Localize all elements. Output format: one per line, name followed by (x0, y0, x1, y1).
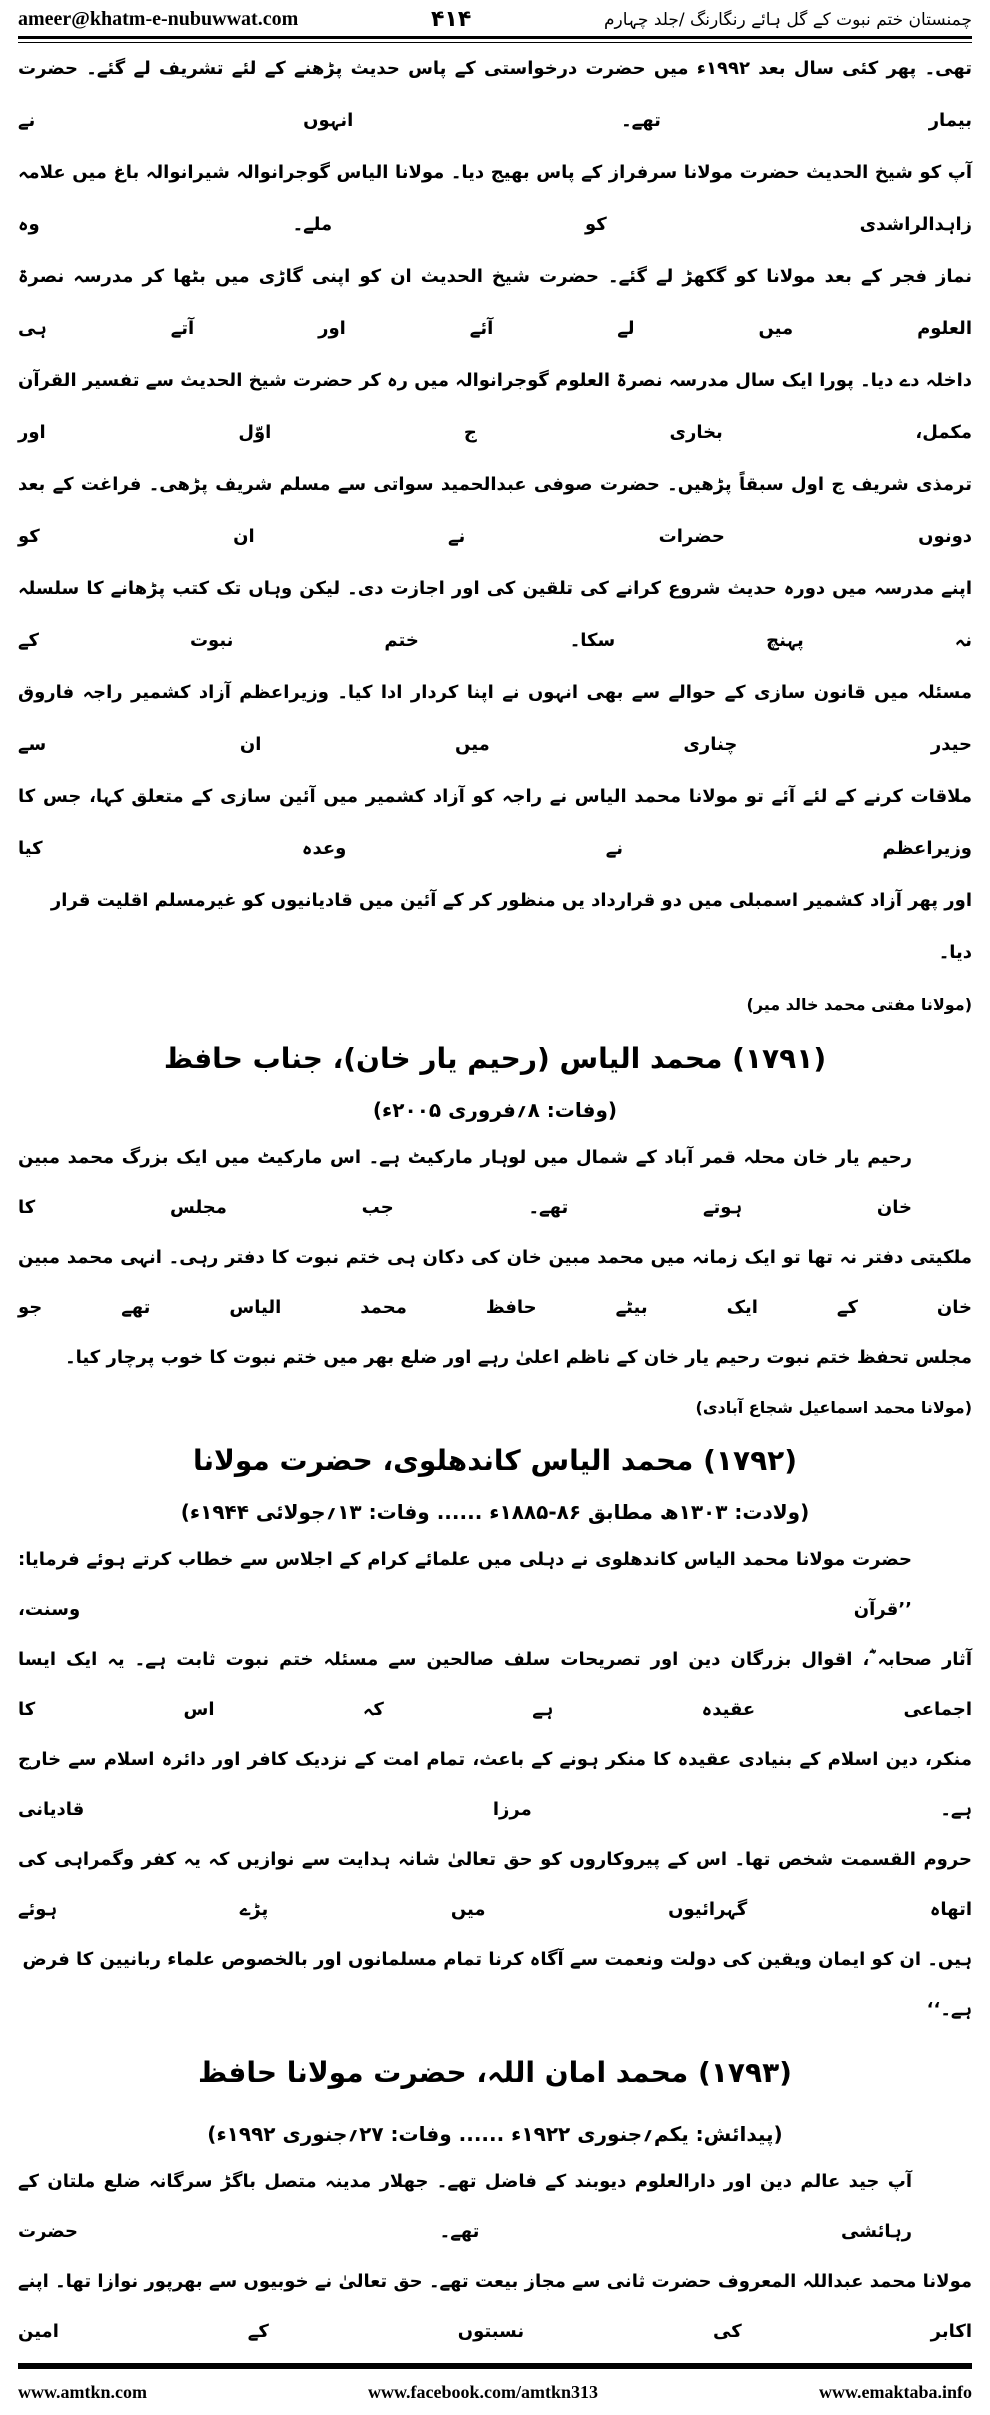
text-line: تھی۔ پھر کئی سال بعد ۱۹۹۲ء میں حضرت درخواستی کے پاس حدیث پڑھنے کے لئے تشریف لے گئے۔ حضرت بیمار تھے۔ انہوں نے (18, 58, 972, 131)
footer-link-emaktaba[interactable]: www.emaktaba.info (818, 2381, 972, 2402)
text-line-content: اور پھر آزاد کشمیر اسمبلی میں دو قرارداد یں منظور کر کے آئین میں قادیانیوں کو غیرمسلم اقلیت قرار دیا۔ (50, 890, 972, 963)
entry-date-1793: (پیدائش: یکم؍جنوری ۱۹۲۲ء ...... وفات: ۲۷؍جنوری ۱۹۹۲ء) (207, 2122, 783, 2146)
attribution: (مولانا محمد اسماعیل شجاع آبادی) (695, 1398, 972, 1417)
page-header (18, 4, 972, 34)
text-line: داخلہ دے دیا۔ پورا ایک سال مدرسہ نصرۃ العلوم گوجرانوالہ میں رہ کر حضرت شیخ الحدیث سے تفسیر القرآن مکمل، بخاری ج اوّل اور (18, 370, 972, 443)
text-line: مسئلہ میں قانون سازی کے حوالے سے بھی انہوں نے اپنا کردار ادا کیا۔ وزیراعظم آزاد کشمیر راجہ فاروق حیدر چناری میں ان سے (18, 682, 972, 755)
header-email: ameer@khatm-e-nubuwwat.com (18, 7, 299, 30)
text-line: حروم القسمت شخص تھا۔ اس کے پیروکاروں کو حق تعالیٰ شانہ ہدایت سے نوازیں کہ یہ کفر وگمراہی کی اتھاہ گہرائیوں میں پڑے ہوئے (18, 1849, 972, 1920)
page-footer (18, 2377, 972, 2407)
text-line: آپ جید عالم دین اور دارالعلوم دیوبند کے فاضل تھے۔ جھلار مدینہ متصل باگڑ سرگانہ ضلع ملتان کے رہائشی تھے۔ حضرت (18, 2171, 912, 2242)
text-line: آپ کو شیخ الحدیث حضرت مولانا سرفراز کے پاس بھیج دیا۔ مولانا الیاس گوجرانوالہ شیرانوالہ باغ میں علامہ زاہدالراشدی کو ملے۔ وہ (18, 162, 972, 235)
footer-link-amtkn[interactable]: www.amtkn.com (18, 2381, 147, 2402)
entry-body-1793 (18, 2157, 972, 2357)
text-line: ملاقات کرنے کے لئے آئے تو مولانا محمد الیاس نے راجہ کو آزاد کشمیر میں آئین سازی کے متعلق کہا، جس کا وزیراعظم نے وعدہ کیا (18, 786, 972, 859)
text-line-last: ہیں۔ ان کو ایمان ویقین کی دولت ونعمت سے آگاہ کرنا تمام مسلمانوں اور بالخصوص علماء ربانیین کا فرض ہے۔‘‘ (22, 1949, 972, 2020)
text-line: منکر، دین اسلام کے بنیادی عقیدہ کا منکر ہونے کے باعث، تمام امت کے نزدیک کافر اور دائرہ اسلام سے خارج ہے۔ مرزا قادیانی (18, 1749, 972, 1820)
entry-date-1791: (وفات: ۸؍فروری ۲۰۰۵ء) (372, 1098, 618, 1122)
text-line: حضرت مولانا محمد الیاس کاندھلوی نے دہلی میں علمائے کرام کے اجلاس سے خطاب کرتے ہوئے فرمایا: ’’قرآن وسنت، (18, 1549, 912, 1620)
text-line-content: مجلس تحفظ ختم نبوت رحیم یار خان کے ناظم اعلیٰ رہے اور ضلع بھر میں ختم نبوت کا خوب پرچار کیا۔ (65, 1347, 972, 1368)
text-line-last (18, 875, 972, 1031)
entry-heading-1792: (۱۷۹۲) محمد الیاس کاندھلوی، حضرت مولانا (192, 1444, 798, 1477)
entry-body-1791 (18, 1133, 972, 1433)
page-content (18, 43, 972, 2357)
text-line: مولانا محمد عبداللہ المعروف حضرت ثانی سے مجاز بیعت تھے۔ حق تعالیٰ نے خوبیوں سے بھرپور نوازا تھا۔ اپنے اکابر کی نسبتوں کے امین (18, 2271, 972, 2342)
text-line: آثار صحابہ ؓ، اقوال بزرگان دین اور تصریحات سلف صالحین سے مسئلہ ختم نبوت ثابت ہے۔ یہ ایک ایسا اجماعی عقیدہ ہے کہ اس کا (18, 1649, 972, 1720)
attribution: (مولانا مفتی محمد خالد میر) (746, 995, 972, 1014)
book-title: چمنستان ختم نبوت کے گل ہائے رنگارنگ /جلد چہارم (604, 9, 972, 30)
header-rule-thick (18, 36, 972, 39)
footer-rule (18, 2363, 972, 2369)
entry-heading-1791: (۱۷۹۱) محمد الیاس (رحیم یار خان)، جناب حافظ (163, 1042, 827, 1075)
paragraph-continued (18, 43, 972, 1031)
text-line: اپنے مدرسہ میں دورہ حدیث شروع کرانے کی تلقین کی اور اجازت دی۔ لیکن وہاں تک کتب پڑھانے کا سلسلہ نہ پہنچ سکا۔ ختم نبوت کے (18, 578, 972, 651)
page-number: ۴۱۴ (430, 6, 472, 32)
text-line: ملکیتی دفتر نہ تھا تو ایک زمانہ میں محمد مبین خان کی دکان ہی ختم نبوت کا دفتر رہی۔ انہی محمد مبین خان کے ایک بیٹے حافظ محمد الیاس تھے جو (18, 1247, 972, 1318)
text-line: نماز فجر کے بعد مولانا کو گکھڑ لے گئے۔ حضرت شیخ الحدیث ان کو اپنی گاڑی میں بٹھا کر مدرسہ نصرۃ العلوم میں لے آئے اور آتے ہی (18, 266, 972, 339)
text-line: ترمذی شریف ج اول سبقاً پڑھیں۔ حضرت صوفی عبدالحمید سواتی سے مسلم شریف پڑھی۔ فراغت کے بعد دونوں حضرات نے ان کو (18, 474, 972, 547)
entry-date-1792: (ولادت: ۱۳۰۳ھ مطابق ۸۶-۱۸۸۵ء ...... وفات: ۱۳؍جولائی ۱۹۴۴ء) (180, 1500, 810, 1524)
entry-body-1792 (18, 1535, 972, 2035)
text-line-last (18, 1333, 972, 1433)
text-line: رحیم یار خان محلہ قمر آباد کے شمال میں لوہار مارکیٹ ہے۔ اس مارکیٹ میں ایک بزرگ محمد مبین خان ہوتے تھے۔ جب مجلس کا (18, 1147, 912, 1218)
footer-link-facebook[interactable]: www.facebook.com/amtkn313 (367, 2381, 598, 2402)
entry-heading-1793: (۱۷۹۳) محمد امان اللہ، حضرت مولانا حافظ (198, 2056, 792, 2089)
